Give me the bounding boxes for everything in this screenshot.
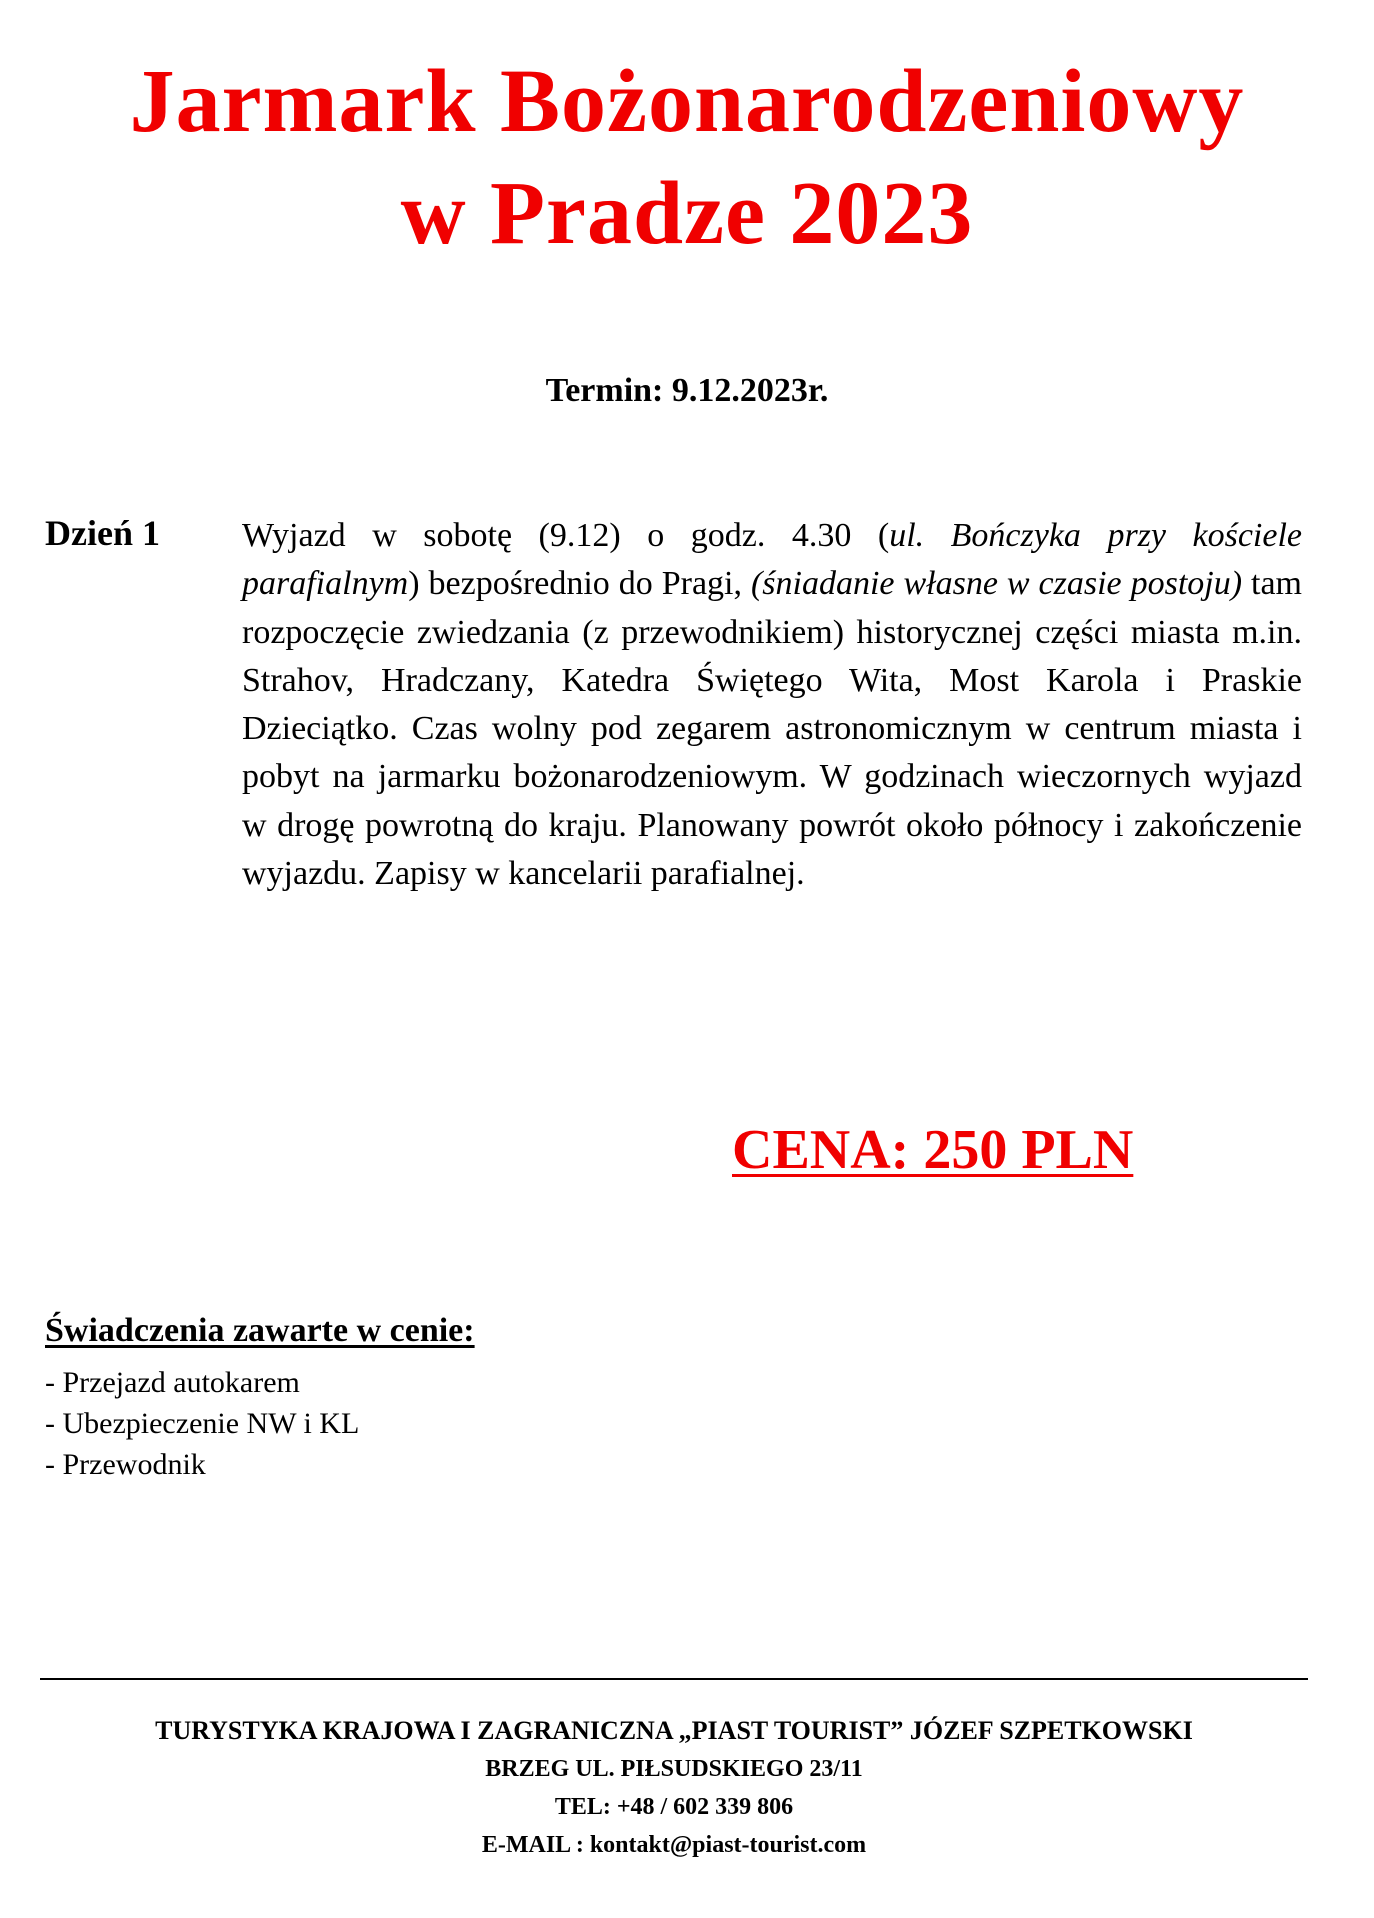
title-line-2: w Pradze 2023 xyxy=(400,164,974,263)
desc-part-5: tam rozpoczęcie zwiedzania (z przewodnikiem) historycznej części miasta m.in. Strahov, Hradczany, Katedra Świętego Wita, Most Karola i Praskie Dzieciątko. Czas wolny pod zegarem astronomicznym w centrum miasta i pobyt na jarmarku bożonarodzeniowym. W godzinach wieczornych wyjazd w drogę powrotną do kraju. Planowany powrót około północy i zakończenie wyjazdu. Zapisy w kancelarii parafialnej. xyxy=(242,565,1302,893)
desc-part-3: ) bezpośrednio do Pragi, xyxy=(408,565,751,603)
title-line-1: Jarmark Bożonarodzeniowy xyxy=(129,52,1245,151)
footer-address: BRZEG UL. PIŁSUDSKIEGO 23/11 xyxy=(485,1756,863,1782)
included-item: - Ubezpieczenie NW i KL xyxy=(45,1407,360,1440)
included-item: - Przewodnik xyxy=(45,1448,206,1481)
included-list xyxy=(45,1362,359,1485)
day-label: Dzień 1 xyxy=(45,513,160,553)
footer-phone: TEL: +48 / 602 339 806 xyxy=(554,1794,794,1820)
trip-date: Termin: 9.12.2023r. xyxy=(545,372,829,409)
footer-divider xyxy=(40,1678,1308,1680)
desc-part-2: ul. Bończyka przy kościele parafialnym xyxy=(242,517,1302,603)
footer-company: TURYSTYKA KRAJOWA I ZAGRANICZNA „PIAST TOURIST” JÓZEF SZPETKOWSKI xyxy=(155,1716,1193,1745)
footer xyxy=(0,1712,1348,1864)
desc-part-1: Wyjazd w sobotę (9.12) o godz. 4.30 ( xyxy=(242,517,890,554)
price: CENA: 250 PLN xyxy=(732,1119,1134,1181)
footer-email: E-MAIL : kontakt@piast-tourist.com xyxy=(481,1832,867,1858)
included-heading: Świadczenia zawarte w cenie: xyxy=(45,1312,475,1349)
included-item: - Przejazd autokarem xyxy=(45,1366,300,1399)
day-description xyxy=(242,512,1302,898)
desc-part-4: (śniadanie własne w czasie postoju) xyxy=(750,565,1243,603)
